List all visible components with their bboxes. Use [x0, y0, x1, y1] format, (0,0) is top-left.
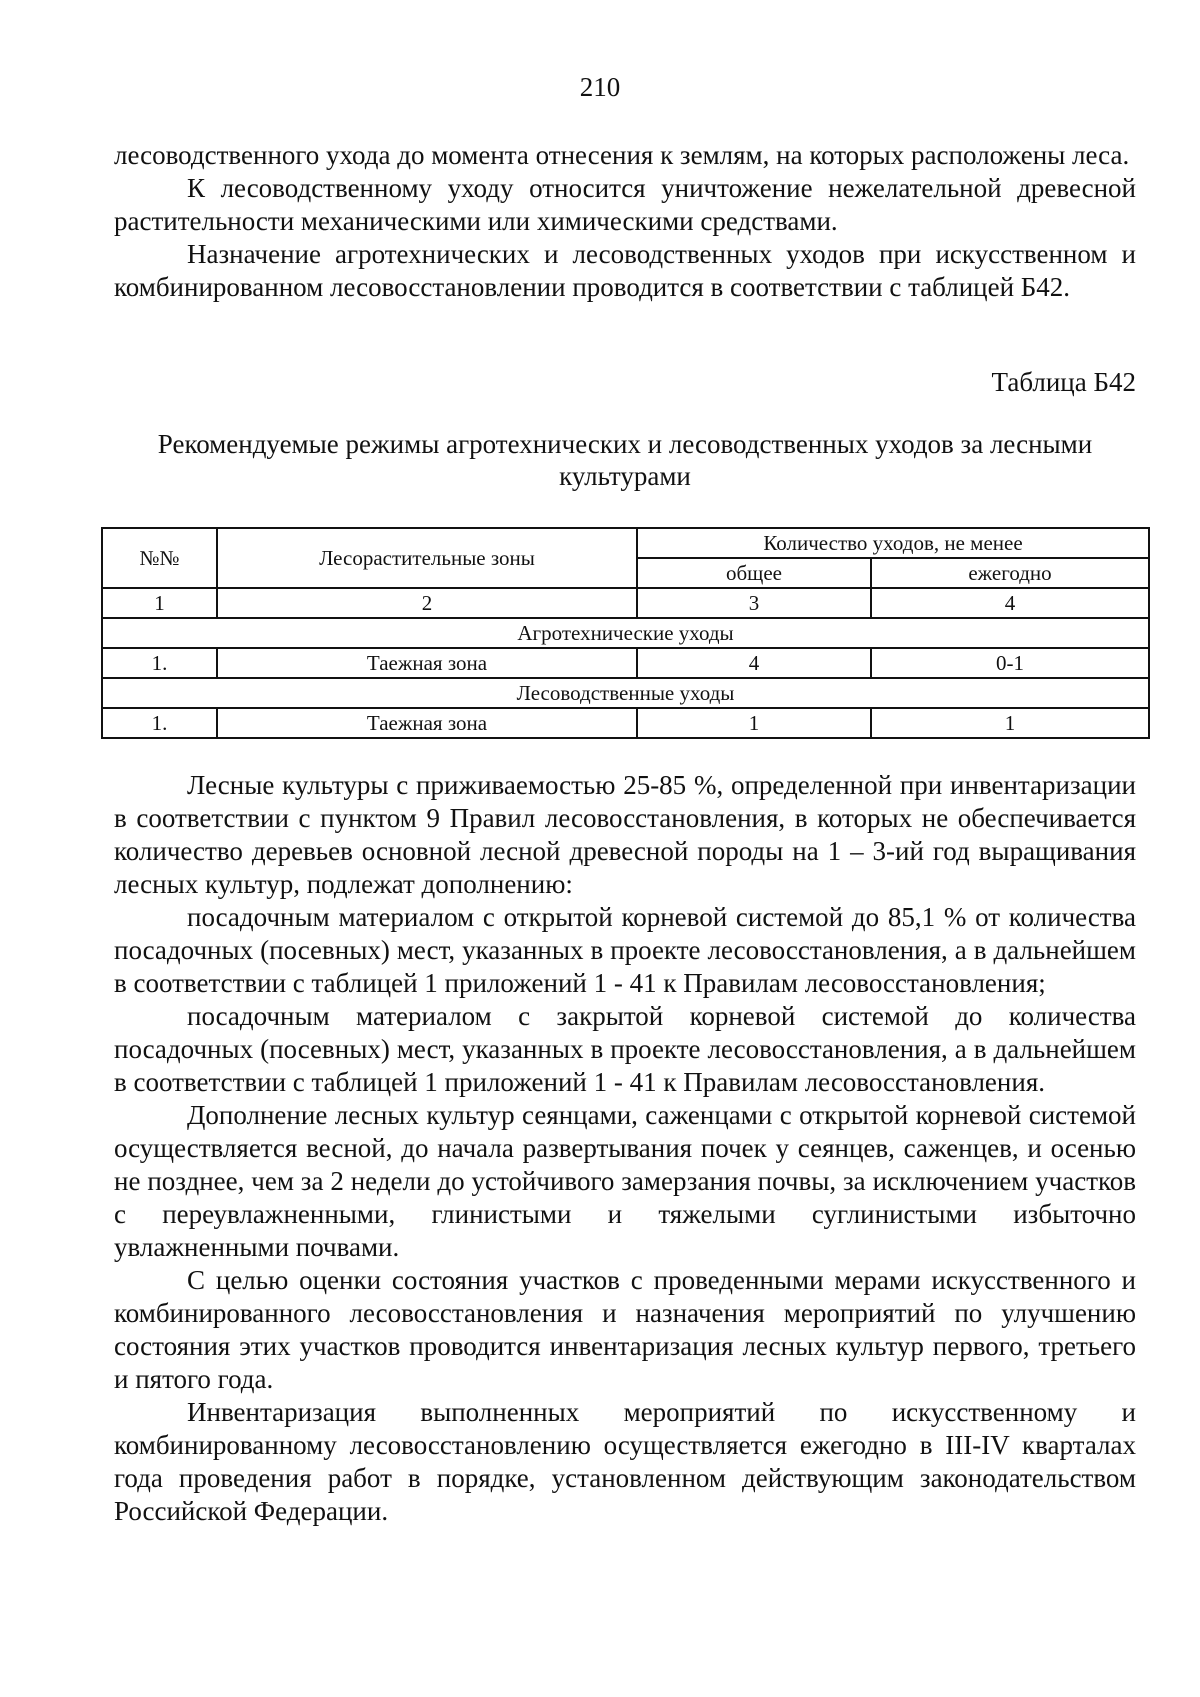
section-title-silvicultural: Лесоводственные уходы — [102, 678, 1149, 708]
table-cell: 1 — [871, 708, 1149, 738]
table-cell: 4 — [637, 648, 871, 678]
header-cell-count: Количество уходов, не менее — [637, 528, 1149, 558]
table-cell: 4 — [871, 588, 1149, 618]
header-cell-yearly: ежегодно — [871, 558, 1149, 588]
table-row — [102, 708, 1149, 738]
care-regimes-table — [101, 527, 1150, 739]
table-cell: 0-1 — [871, 648, 1149, 678]
table-cell: Таежная зона — [217, 708, 637, 738]
table-row — [102, 648, 1149, 678]
table-cell: Таежная зона — [217, 648, 637, 678]
paragraph: С целью оценки состояния участков с проведенными мерами искусственного и комбинированного лесовосстановления и назначения мероприятий по улучшению состояния этих участков проводится инвентаризация лесных культур первого, третьего и пятого года. — [114, 1265, 1136, 1394]
paragraph: Инвентаризация выполненных мероприятий по искусственному и комбинированному лесовосстановлению осуществляется ежегодно в III-IV кварталах года проведения работ в порядке, установленном действующим законодательством Российской Федерации. — [114, 1397, 1136, 1526]
table-cell: 1. — [102, 648, 217, 678]
table-index-row — [102, 588, 1149, 618]
table-header-row — [102, 528, 1149, 558]
table-label: Таблица Б42 — [991, 367, 1136, 397]
paragraph: К лесоводственному уходу относится уничтожение нежелательной древесной растительности механическими или химическими средствами. — [114, 173, 1136, 236]
top-text-block — [114, 139, 1136, 304]
table-cell: 1 — [637, 708, 871, 738]
page-number: 210 — [579, 72, 621, 102]
bottom-text-block — [114, 769, 1136, 1528]
paragraph: посадочным материалом с открытой корневой системой до 85,1 % от количества посадочных (посевных) мест, указанных в проекте лесовосстановления, а в дальнейшем в соответствии с таблицей 1 приложений 1 - 41 к Правилам лесовосстановления; — [114, 902, 1136, 998]
table-section-row — [102, 618, 1149, 648]
table-title: Рекомендуемые режимы агротехнических и лесоводственных уходов за лесными культурами — [157, 429, 1093, 491]
table-cell: 3 — [637, 588, 871, 618]
paragraph: лесоводственного ухода до момента отнесения к землям, на которых расположены леса. — [114, 140, 1130, 170]
section-title-agrotechnical: Агротехнические уходы — [102, 618, 1149, 648]
table-cell: 2 — [217, 588, 637, 618]
table-cell: 1. — [102, 708, 217, 738]
header-cell-zone: Лесорастительные зоны — [217, 528, 637, 588]
paragraph: Назначение агротехнических и лесоводственных уходов при искусственном и комбинированном лесовосстановлении проводится в соответствии с таблицей Б42. — [114, 239, 1136, 302]
table-cell: 1 — [102, 588, 217, 618]
paragraph: Лесные культуры с приживаемостью 25-85 %, определенной при инвентаризации в соответствии с пунктом 9 Правил лесовосстановления, в которых не обеспечивается количество деревьев основной лесной древесной породы на 1 – 3-ий год выращивания лесных культур, подлежат дополнению: — [114, 770, 1136, 899]
header-cell-total: общее — [637, 558, 871, 588]
paragraph: посадочным материалом с закрытой корневой системой до количества посадочных (посевных) мест, указанных в проекте лесовосстановления, а в дальнейшем в соответствии с таблицей 1 приложений 1 - 41 к Правилам лесовосстановления. — [114, 1001, 1136, 1097]
table-section-row — [102, 678, 1149, 708]
header-cell-number: №№ — [102, 528, 217, 588]
paragraph: Дополнение лесных культур сеянцами, саженцами с открытой корневой системой осуществляется весной, до начала развертывания почек у сеянцев, саженцев, и осенью не позднее, чем за 2 недели до устойчивого замерзания почвы, за исключением участков с переувлажненными, глинистыми и тяжелыми суглинистыми избыточно увлажненными почвами. — [114, 1100, 1136, 1262]
